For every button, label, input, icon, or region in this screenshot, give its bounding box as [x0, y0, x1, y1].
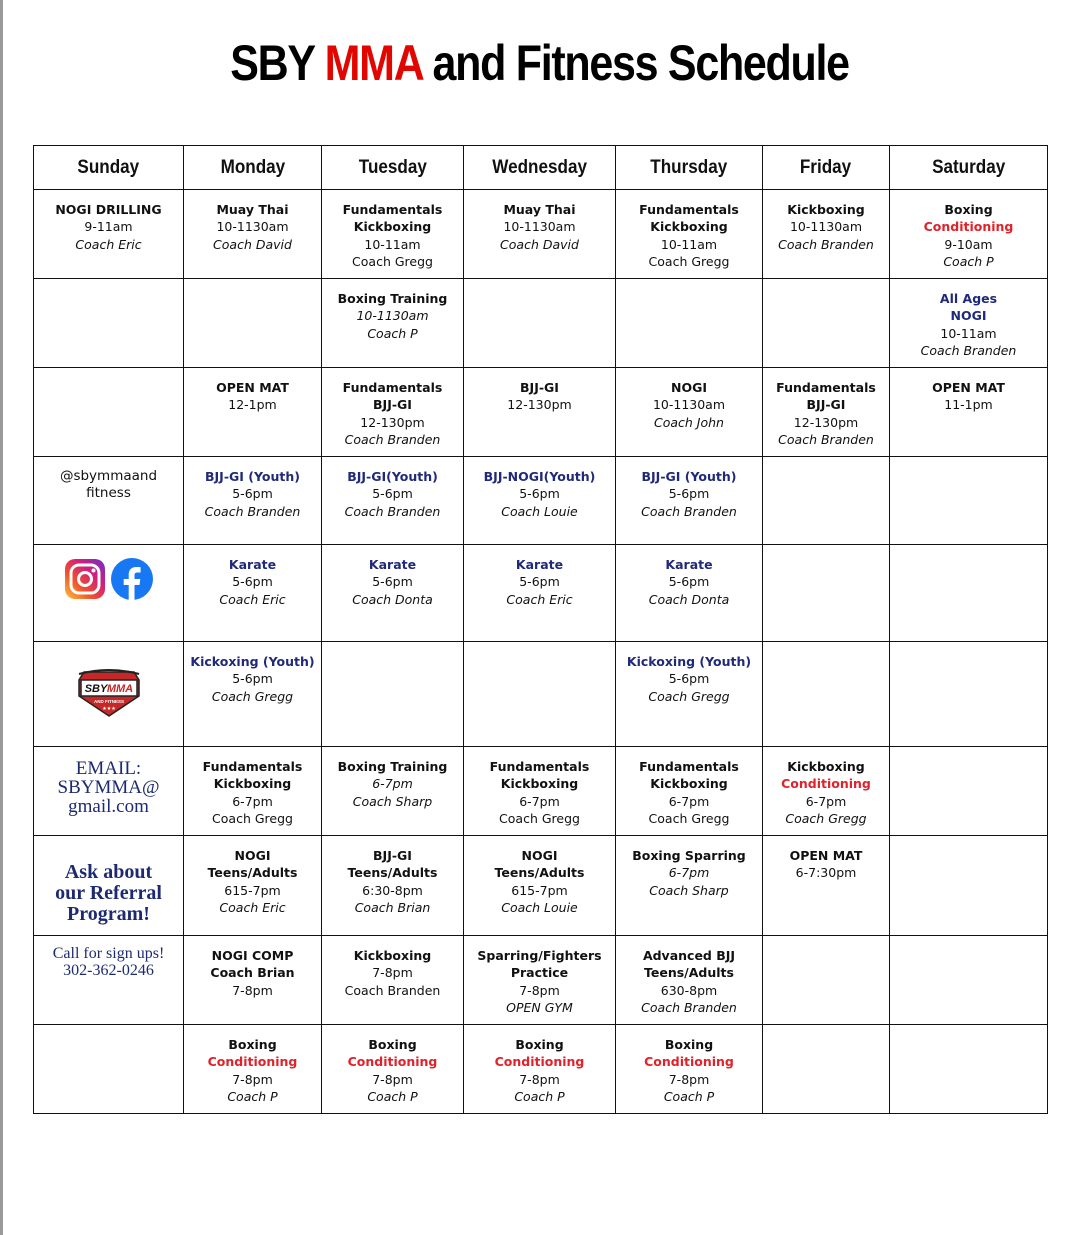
day-header: Saturday	[890, 146, 1048, 190]
day-header: Monday	[184, 146, 322, 190]
class-cell: NOGI 10-1130am Coach John	[616, 368, 763, 457]
empty-cell	[890, 545, 1048, 642]
class-cell: Karate 5-6pm Coach Donta	[616, 545, 763, 642]
schedule-row	[34, 545, 1048, 642]
day-header: Friday	[763, 146, 890, 190]
class-cell: Boxing Conditioning 9-10am Coach P	[890, 190, 1048, 279]
class-cell: Kickoxing (Youth) 5-6pm Coach Gregg	[184, 642, 322, 747]
class-cell: Boxing Training 6-7pm Coach Sharp	[322, 747, 464, 836]
empty-cell	[763, 457, 890, 545]
phone-number[interactable]: 302-362-0246	[63, 962, 154, 979]
empty-cell	[616, 279, 763, 368]
class-cell: Karate 5-6pm Coach Eric	[184, 545, 322, 642]
svg-text:MMA: MMA	[106, 683, 133, 695]
empty-cell	[890, 457, 1048, 545]
day-header: Wednesday	[464, 146, 616, 190]
class-cell: Karate 5-6pm Coach Eric	[464, 545, 616, 642]
empty-cell	[34, 368, 184, 457]
day-header: Sunday	[34, 146, 184, 190]
class-cell: Boxing Sparring 6-7pm Coach Sharp	[616, 836, 763, 936]
schedule-row	[34, 642, 1048, 747]
facebook-icon[interactable]	[110, 557, 154, 601]
class-cell: OPEN MAT 6-7:30pm	[763, 836, 890, 936]
schedule-table	[33, 145, 1048, 1114]
class-cell: OPEN MAT 11-1pm	[890, 368, 1048, 457]
class-cell: BJJ-GI Teens/Adults 6:30-8pm Coach Brian	[322, 836, 464, 936]
email-cell: EMAIL: SBYMMA@ gmail.com	[34, 747, 184, 836]
empty-cell	[890, 642, 1048, 747]
class-cell: Fundamentals BJJ-GI 12-130pm Coach Branden	[763, 368, 890, 457]
class-cell: Boxing Conditioning 7-8pm Coach P	[616, 1025, 763, 1114]
class-cell: Fundamentals Kickboxing 6-7pm Coach Gregg	[616, 747, 763, 836]
schedule-row	[34, 936, 1048, 1025]
class-cell: Karate 5-6pm Coach Donta	[322, 545, 464, 642]
empty-cell	[34, 1025, 184, 1114]
class-cell: BJJ-GI 12-130pm	[464, 368, 616, 457]
class-cell: Boxing Conditioning 7-8pm Coach P	[464, 1025, 616, 1114]
class-cell: BJJ-NOGI(Youth) 5-6pm Coach Louie	[464, 457, 616, 545]
page-title	[76, 34, 1004, 92]
empty-cell	[763, 545, 890, 642]
empty-cell	[890, 836, 1048, 936]
title-part-rest: and Fitness Schedule	[421, 35, 849, 91]
day-header: Tuesday	[322, 146, 464, 190]
day-header-row	[34, 146, 1048, 190]
class-cell: Sparring/Fighters Practice 7-8pm OPEN GYM	[464, 936, 616, 1025]
class-cell: Kickboxing 10-1130am Coach Branden	[763, 190, 890, 279]
schedule-row	[34, 747, 1048, 836]
empty-cell	[322, 642, 464, 747]
instagram-icon[interactable]	[64, 558, 106, 600]
empty-cell	[34, 279, 184, 368]
empty-cell	[763, 1025, 890, 1114]
class-cell: Fundamentals Kickboxing 6-7pm Coach Gregg	[184, 747, 322, 836]
class-cell: Boxing Training 10-1130am Coach P	[322, 279, 464, 368]
empty-cell	[763, 936, 890, 1025]
class-cell: Fundamentals Kickboxing 10-11am Coach Gregg	[616, 190, 763, 279]
class-cell: Fundamentals Kickboxing 10-11am Coach Gregg	[322, 190, 464, 279]
empty-cell	[890, 747, 1048, 836]
class-cell: Boxing Conditioning 7-8pm Coach P	[184, 1025, 322, 1114]
svg-text:★★★: ★★★	[101, 706, 116, 712]
class-cell: Kickboxing 7-8pm Coach Branden	[322, 936, 464, 1025]
class-cell: Fundamentals Kickboxing 6-7pm Coach Gregg	[464, 747, 616, 836]
schedule-row	[34, 1025, 1048, 1114]
title-part-mma: MMA	[324, 35, 422, 91]
class-cell: Fundamentals BJJ-GI 12-130pm Coach Branden	[322, 368, 464, 457]
class-cell: Muay Thai 10-1130am Coach David	[464, 190, 616, 279]
phone-cell: Call for sign ups! 302-362-0246	[34, 936, 184, 1025]
class-cell: OPEN MAT 12-1pm	[184, 368, 322, 457]
social-handle-cell: @sbymmaand fitness	[34, 457, 184, 545]
email-address[interactable]: SBYMMA@	[57, 777, 160, 798]
class-cell: NOGI Teens/Adults 615-7pm Coach Eric	[184, 836, 322, 936]
class-cell: NOGI DRILLING 9-11am Coach Eric	[34, 190, 184, 279]
empty-cell	[890, 1025, 1048, 1114]
social-handle: @sbymmaand	[59, 468, 158, 484]
schedule-row	[34, 368, 1048, 457]
schedule-row	[34, 279, 1048, 368]
empty-cell	[464, 279, 616, 368]
class-cell: NOGI Teens/Adults 615-7pm Coach Louie	[464, 836, 616, 936]
empty-cell	[890, 936, 1048, 1025]
logo-cell	[34, 642, 184, 747]
class-cell: BJJ-GI(Youth) 5-6pm Coach Branden	[322, 457, 464, 545]
day-header: Thursday	[616, 146, 763, 190]
page-edge	[0, 0, 3, 1235]
empty-cell	[763, 279, 890, 368]
class-cell: NOGI COMP Coach Brian 7-8pm	[184, 936, 322, 1025]
empty-cell	[184, 279, 322, 368]
class-cell: BJJ-GI (Youth) 5-6pm Coach Branden	[616, 457, 763, 545]
class-cell: Boxing Conditioning 7-8pm Coach P	[322, 1025, 464, 1114]
empty-cell	[464, 642, 616, 747]
sby-mma-logo	[76, 668, 142, 718]
class-cell: All Ages NOGI 10-11am Coach Branden	[890, 279, 1048, 368]
empty-cell	[763, 642, 890, 747]
schedule-row	[34, 457, 1048, 545]
social-icons-cell	[34, 545, 184, 642]
title-part-sby: SBY	[230, 35, 325, 91]
class-cell: Kickboxing Conditioning 6-7pm Coach Gregg	[763, 747, 890, 836]
class-cell: Advanced BJJ Teens/Adults 630-8pm Coach Branden	[616, 936, 763, 1025]
svg-text:SBY: SBY	[84, 683, 107, 695]
class-cell: Kickoxing (Youth) 5-6pm Coach Gregg	[616, 642, 763, 747]
referral-cell: Ask about our Referral Program!	[34, 836, 184, 936]
class-cell: BJJ-GI (Youth) 5-6pm Coach Branden	[184, 457, 322, 545]
schedule-row	[34, 836, 1048, 936]
schedule-row	[34, 190, 1048, 279]
class-cell: Muay Thai 10-1130am Coach David	[184, 190, 322, 279]
svg-text:AND FITNESS: AND FITNESS	[93, 699, 124, 704]
